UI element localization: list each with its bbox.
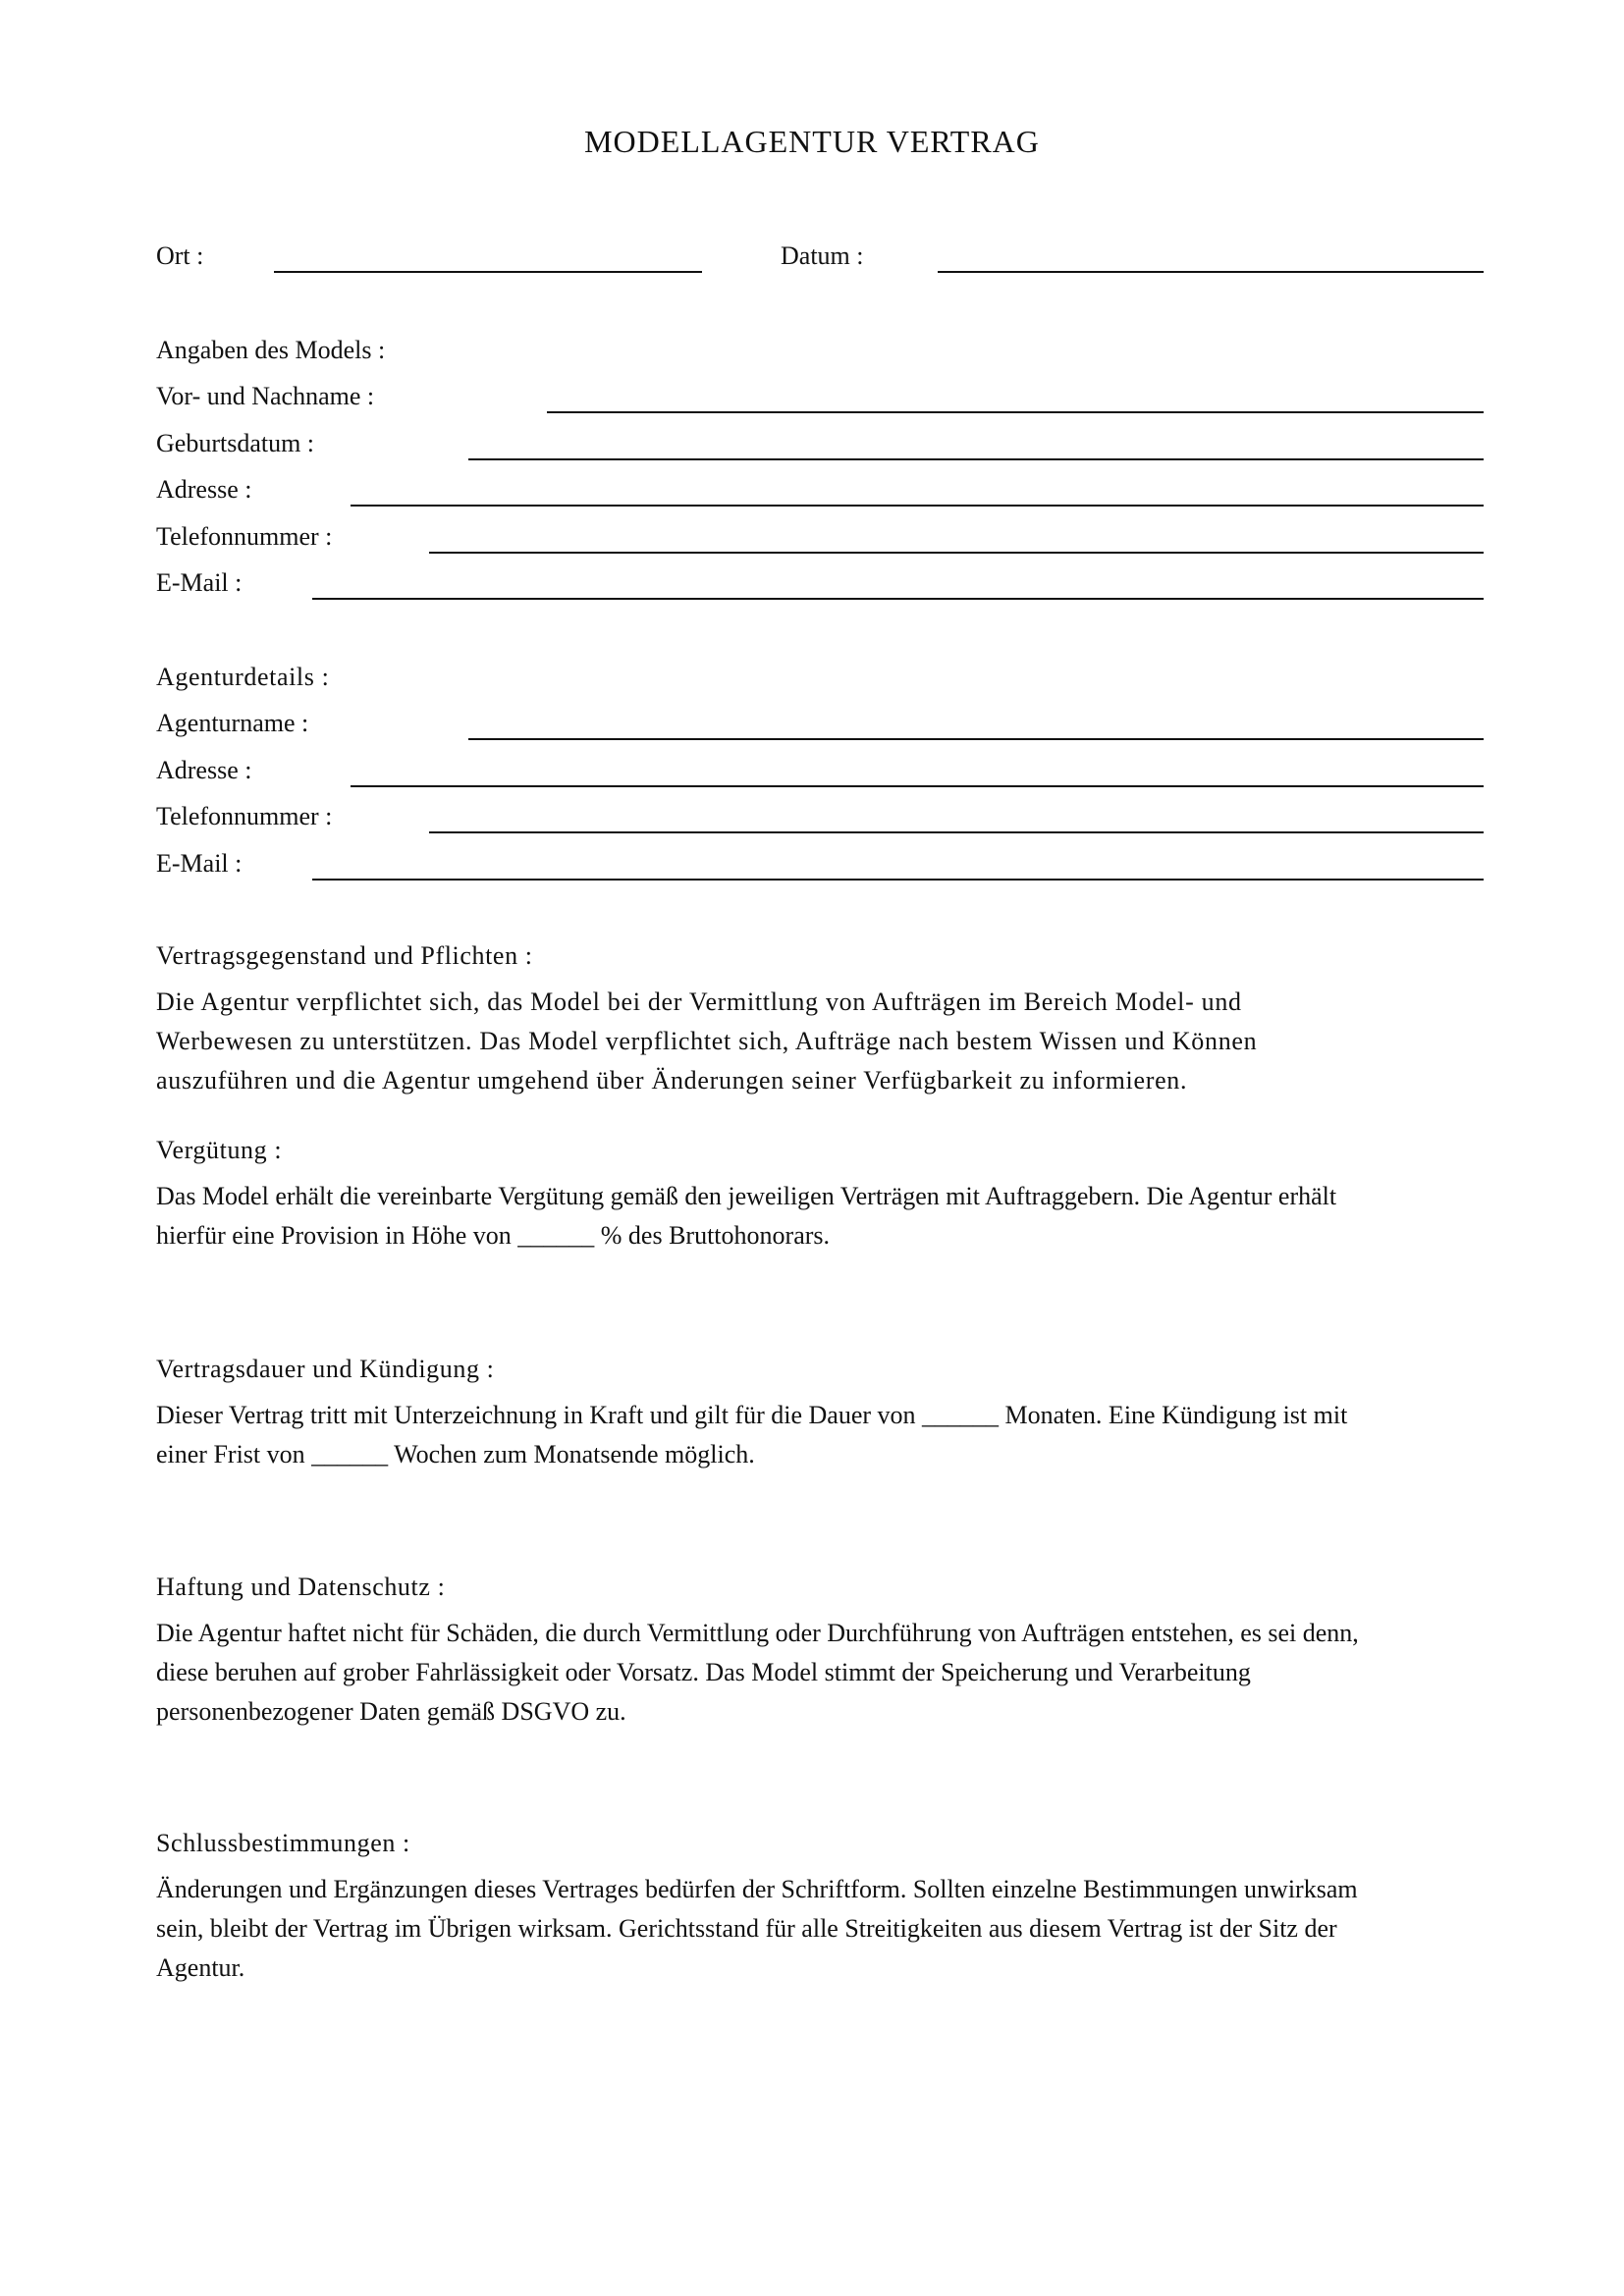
- model-section-heading: Angaben des Models :: [156, 336, 386, 364]
- ort-field[interactable]: [274, 271, 702, 273]
- section-heading-final: Schlussbestimmungen :: [156, 1829, 410, 1857]
- section-heading-subject: Vertragsgegenstand und Pflichten :: [156, 941, 533, 970]
- paragraph-line: Agentur.: [156, 1953, 245, 1982]
- agency-address-label: Adresse :: [156, 756, 252, 784]
- model-birthdate-field[interactable]: [468, 458, 1484, 460]
- model-name-label: Vor- und Nachname :: [156, 382, 375, 410]
- model-phone-label: Telefonnummer :: [156, 522, 333, 551]
- agency-phone-field[interactable]: [429, 831, 1484, 833]
- agency-section-heading: Agenturdetails :: [156, 663, 330, 691]
- model-email-field[interactable]: [312, 598, 1484, 600]
- agency-address-field[interactable]: [351, 785, 1484, 787]
- paragraph-line: Dieser Vertrag tritt mit Unterzeichnung in Kraft und gilt für die Dauer von ______ Monaten. Eine Kündigung ist mit: [156, 1401, 1348, 1429]
- paragraph-line: diese beruhen auf grober Fahrlässigkeit oder Vorsatz. Das Model stimmt der Speicherung und Verarbeitung: [156, 1658, 1251, 1686]
- model-birthdate-label: Geburtsdatum :: [156, 429, 315, 457]
- paragraph-line: einer Frist von ______ Wochen zum Monatsende möglich.: [156, 1440, 755, 1468]
- section-text-liability: [156, 1614, 1491, 1732]
- paragraph-line: Werbewesen zu unterstützen. Das Model verpflichtet sich, Aufträge nach bestem Wissen und Können: [156, 1027, 1258, 1055]
- model-phone-field[interactable]: [429, 552, 1484, 554]
- ort-label: Ort :: [156, 241, 204, 270]
- agency-name-label: Agenturname :: [156, 709, 309, 737]
- paragraph-line: sein, bleibt der Vertrag im Übrigen wirksam. Gerichtsstand für alle Streitigkeiten aus diesem Vertrag ist der Sitz der: [156, 1914, 1337, 1943]
- section-heading-duration: Vertragsdauer und Kündigung :: [156, 1355, 495, 1383]
- section-text-final: [156, 1870, 1491, 1988]
- paragraph-line: Das Model erhält die vereinbarte Vergütung gemäß den jeweiligen Verträgen mit Auftraggebern. Die Agentur erhält: [156, 1182, 1337, 1210]
- datum-label: Datum :: [781, 241, 864, 270]
- agency-email-field[interactable]: [312, 879, 1484, 881]
- model-email-label: E-Mail :: [156, 568, 243, 597]
- paragraph-line: auszuführen und die Agentur umgehend über Änderungen seiner Verfügbarkeit zu informieren.: [156, 1066, 1188, 1095]
- paragraph-line: Die Agentur haftet nicht für Schäden, die durch Vermittlung oder Durchführung von Aufträgen entstehen, es sei denn,: [156, 1619, 1359, 1647]
- datum-field[interactable]: [938, 271, 1484, 273]
- model-address-field[interactable]: [351, 505, 1484, 507]
- section-heading-compensation: Vergütung :: [156, 1136, 283, 1164]
- model-name-field[interactable]: [547, 411, 1484, 413]
- agency-phone-label: Telefonnummer :: [156, 802, 333, 830]
- document-title: MODELLAGENTUR VERTRAG: [584, 124, 1040, 159]
- section-text-compensation: [156, 1177, 1491, 1255]
- section-heading-liability: Haftung und Datenschutz :: [156, 1573, 446, 1601]
- agency-name-field[interactable]: [468, 738, 1484, 740]
- agency-email-label: E-Mail :: [156, 849, 243, 878]
- paragraph-line: personenbezogener Daten gemäß DSGVO zu.: [156, 1697, 626, 1726]
- paragraph-line: Änderungen und Ergänzungen dieses Vertrages bedürfen der Schriftform. Sollten einzelne Bestimmungen unwirksam: [156, 1875, 1358, 1903]
- section-text-duration: [156, 1396, 1491, 1474]
- paragraph-line: hierfür eine Provision in Höhe von ______ % des Bruttohonorars.: [156, 1221, 831, 1250]
- model-address-label: Adresse :: [156, 475, 252, 504]
- section-text-subject: [156, 983, 1491, 1100]
- paragraph-line: Die Agentur verpflichtet sich, das Model bei der Vermittlung von Aufträgen im Bereich Model- und: [156, 988, 1242, 1016]
